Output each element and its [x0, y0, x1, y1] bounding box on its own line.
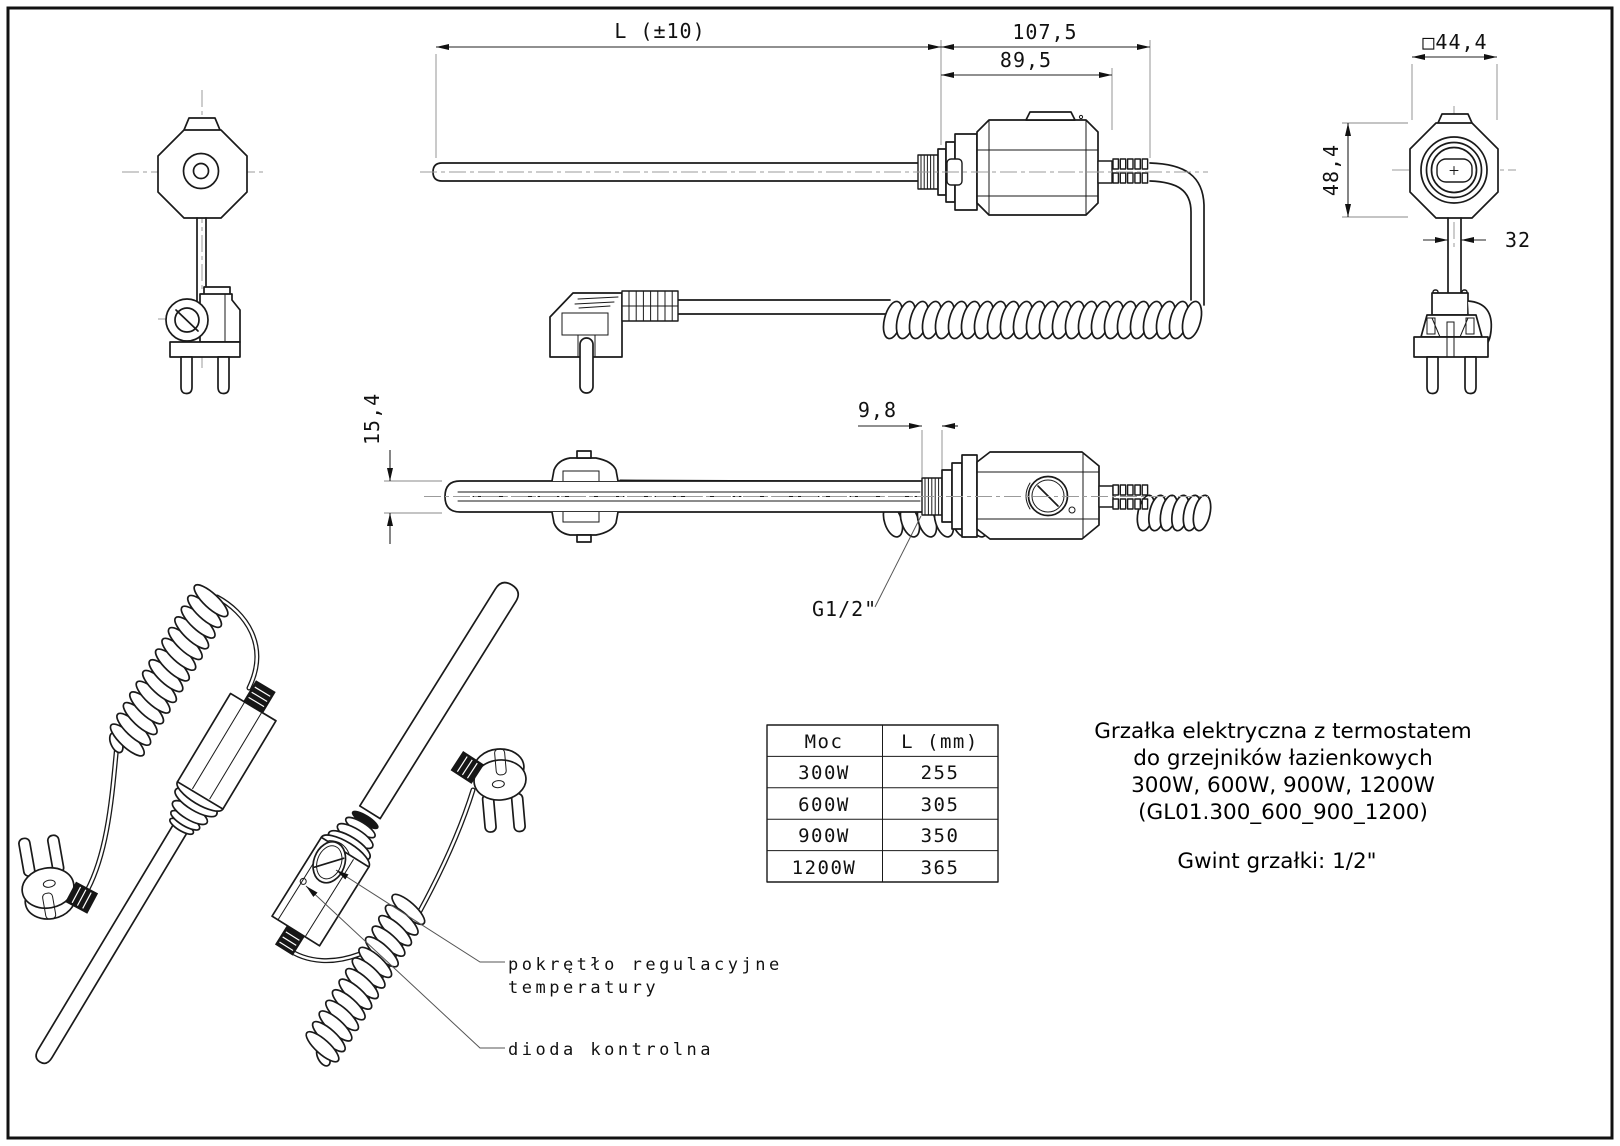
dim-rod-diameter: 15,4 — [360, 392, 384, 445]
front-view — [122, 90, 264, 394]
knob-callout-line1: pokrętło regulacyjne — [508, 955, 783, 975]
cable-strain-relief — [1113, 159, 1148, 183]
dim-head-length: 107,5 — [1012, 20, 1078, 44]
table-cell-length-1: 305 — [920, 794, 960, 816]
led-callout: dioda kontrolna — [508, 1040, 715, 1060]
table-cell-length-0: 255 — [920, 762, 960, 784]
side-view — [420, 19, 1208, 393]
thermostat-housing — [977, 112, 1098, 215]
table-header-power: Moc — [804, 731, 844, 753]
iso-plug — [13, 828, 100, 924]
dim-plug-offset: 32 — [1505, 228, 1532, 252]
table-header-length: L (mm) — [901, 731, 979, 753]
end-view-plug — [1414, 290, 1491, 394]
side-view-bracket — [360, 393, 1214, 621]
spec-table — [767, 725, 998, 882]
title-line2: do grzejników łazienkowych — [1133, 746, 1433, 771]
iso-view-full — [0, 579, 318, 1076]
end-view — [1319, 30, 1531, 394]
table-cell-power-3: 1200W — [791, 857, 857, 879]
title-line3: 300W, 600W, 900W, 1200W — [1131, 773, 1435, 798]
coiled-cord — [880, 299, 1205, 340]
knob-callout-line2: temperatury — [508, 978, 660, 998]
thread-spec-label: G1/2" — [812, 597, 878, 621]
title-line1: Grzałka elektryczna z termostatem — [1094, 719, 1472, 744]
dim-body-length: 89,5 — [999, 48, 1053, 72]
table-cell-length-2: 350 — [920, 825, 960, 847]
dim-overall-length: L (±10) — [614, 19, 706, 43]
thread-note: Gwint grzałki: 1/2" — [1177, 849, 1377, 874]
title-block — [1094, 719, 1472, 874]
dim-thread-length: 9,8 — [857, 398, 897, 422]
table-cell-length-3: 365 — [920, 857, 960, 879]
title-line4: (GL01.300_600_900_1200) — [1138, 800, 1428, 825]
power-plug — [550, 291, 678, 393]
dim-square-width: □44,4 — [1422, 30, 1488, 54]
thermostat-housing-2 — [977, 452, 1099, 539]
table-cell-power-2: 900W — [798, 825, 850, 847]
table-cell-power-0: 300W — [798, 762, 850, 784]
dim-head-height: 48,4 — [1319, 143, 1343, 197]
front-view-plug — [166, 287, 240, 394]
table-cell-power-1: 600W — [798, 794, 850, 816]
